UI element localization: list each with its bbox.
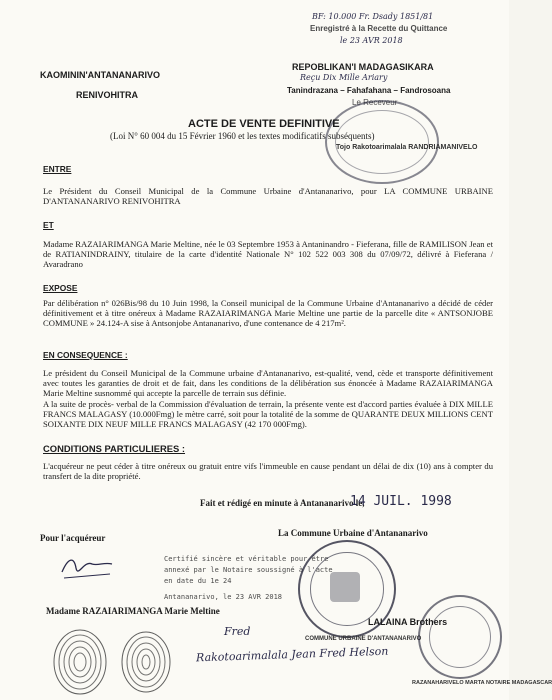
registration-stamp (325, 100, 439, 184)
signing-place: Fait et rédigé en minute à Antananarivo le, (200, 498, 365, 508)
et-text: Madame RAZAIARIMANGA Marie Meltine, née le 03 Septembre 1953 à Antaninandro - Fieferana, fille de RAMILISON Jean et de RATIANINDRAINY, titulaire de la carte d'identité Nationale N° 102 522 003 308 du 07/09/72, délivré à Fieferana / Avaradrano (43, 239, 493, 270)
fingerprints (40, 622, 190, 696)
consequence-text-1: Le président du Conseil Municipal de la Commune urbaine d'Antananarivo, est-qualité, vend, cède et transporte définitivement avec toutes les garanties de droit et de fait, dans les conditions de la délibération sus énoncée à Madame RAZAIARIMANGA Marie Meltine susnommé qui accepte la parcelle de terrain sus définie. (43, 368, 493, 399)
certified-line-4: Antananarivo, le 23 AVR 2018 (164, 593, 283, 601)
certified-line-1: Certifié sincère et véritable pour être (164, 555, 329, 563)
receipt-line-3: le 23 AVR 2018 (340, 36, 403, 45)
notary-stamp (418, 595, 502, 679)
consequence-text-2: A la suite de procès- verbal de la Commission d'évaluation de terrain, la présente vente est d'accord parties évaluée à DIX MILLE FRANCS MALAGASY (10.000Fmg) le mètre carré, soit pour la totalité de la somme de QUARANTE DEUX MILLIONS CENT SOIXANTE DIX NEUF MILLE FRANCS MALAGASY (42 170 000Fmg). (43, 399, 493, 430)
buyer-name: Madame RAZAIARIMANGA Marie Meltine (46, 606, 220, 616)
receipt-line-1: BF: 10.000 Fr. Dsady 1851/81 (312, 12, 434, 21)
header-right-line2: Tanindrazana – Fahafahana – Fandrosoana (287, 86, 451, 95)
notary-name: LALAINA Brothers (368, 617, 448, 627)
handwritten-name: Rakotoarimalala Jean Fred Helson (195, 644, 389, 665)
section-et: ET (43, 220, 54, 230)
document-title: ACTE DE VENTE DEFINITIVE (188, 118, 340, 130)
receipt-line-4: Reçu Dix Mille Ariary (300, 73, 388, 82)
expose-text: Par délibération n° 026Bis/98 du 10 Juin 1998, la Conseil municipal de la Commune Urbaine d'Antananarivo a décidé de céder définitivement et à titre onéreux à Madame RAZAIARIMANGA Marie Meltine une partie de la parcelle dite « ANTSONJOBE COMMUNE » 24.124-A sise à Antsonjobe Antananarivo, d'une contenance de 4 217m². (43, 298, 493, 329)
header-left-line2: RENIVOHITRA (76, 90, 139, 100)
handwritten-short: Fred (224, 625, 251, 638)
section-expose: EXPOSE (43, 283, 78, 293)
section-entre: ENTRE (43, 164, 72, 174)
section-conditions: CONDITIONS PARTICULIERES : (43, 443, 186, 454)
header-right-line1: REPOBLIKAN'I MADAGASIKARA (292, 62, 434, 72)
top-stamp-text: Tojo Rakotoarimalala RANDRIAMANIVELO (336, 144, 478, 151)
section-consequence: EN CONSEQUENCE : (43, 350, 128, 360)
commune-label: La Commune Urbaine d'Antananarivo (278, 528, 428, 538)
commune-stamp-text: COMMUNE URBAINE D'ANTANANARIVO (305, 636, 422, 642)
buyer-label: Pour l'acquéreur (40, 533, 106, 543)
certified-line-3: en date du 1e 24 (164, 577, 232, 585)
document-subtitle: (Loi N° 60 004 du 15 Février 1960 et les textes modificatifs subséquents) (110, 131, 375, 141)
signing-date: 14 JUIL. 1998 (350, 494, 452, 509)
notary-stamp-text: RAZANAHARIVELO MARTA NOTAIRE MADAGASCAR (412, 680, 552, 686)
certified-line-2: annexé par le Notaire soussigné à l'acte (164, 566, 333, 574)
header-left-line1: KAOMININ'ANTANANARIVO (40, 70, 160, 80)
entre-text: Le Président du Conseil Municipal de la Commune Urbaine d'Antananarivo, pour LA COMMUNE URBAINE D'ANTANANARIVO RENIVOHITRA (43, 186, 493, 207)
receipt-line-5: Le Receveur (352, 98, 398, 107)
receipt-line-2: Enregistré à la Recette du Quittance (310, 24, 448, 33)
buyer-signature (58, 550, 118, 584)
conditions-text: L'acquéreur ne peut céder à titre onéreux ou gratuit entre vifs l'immeuble en cause pendant un délai de dix (10) ans à compter du transfert de la dite propriété. (43, 461, 493, 482)
